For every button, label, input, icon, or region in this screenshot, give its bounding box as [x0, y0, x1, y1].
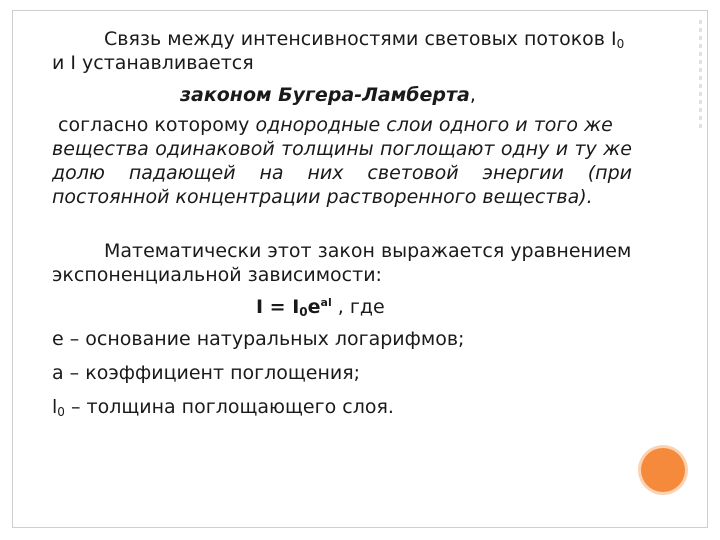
decorative-orange-circle: [641, 448, 685, 492]
law-name: законом Бугера-Ламберта,: [180, 84, 476, 106]
formula: $I = I_0e^{al}$ , где: [256, 296, 385, 319]
definition-a: а – коэффициент поглощения;: [52, 362, 361, 384]
decorative-dotted-line: [699, 20, 702, 130]
p1-line-6: долю падающей на них световой энергии (при: [52, 162, 632, 184]
p1-line-5: вещества одинаковой толщины поглощают одну и ту же: [52, 138, 632, 160]
p2-line-1: Математически этот закон выражается уравнением: [104, 240, 632, 262]
p1-line-4: согласно которому однородные слои одного и того же: [58, 114, 613, 136]
slide-content: [52, 22, 632, 419]
definition-l0: $l_0$ – толщина поглощающего слоя.: [52, 396, 394, 419]
p2-line-2: экспоненциальной зависимости:: [52, 264, 382, 286]
definition-e: е – основание натуральных логарифмов;: [52, 328, 465, 350]
p1-line-2: и I устанавливается: [52, 52, 254, 74]
p1-line-7: постоянной концентрации растворенного вещества).: [52, 186, 593, 208]
p1-line-1: Связь между интенсивностями световых потоков $I_0$: [104, 28, 625, 51]
